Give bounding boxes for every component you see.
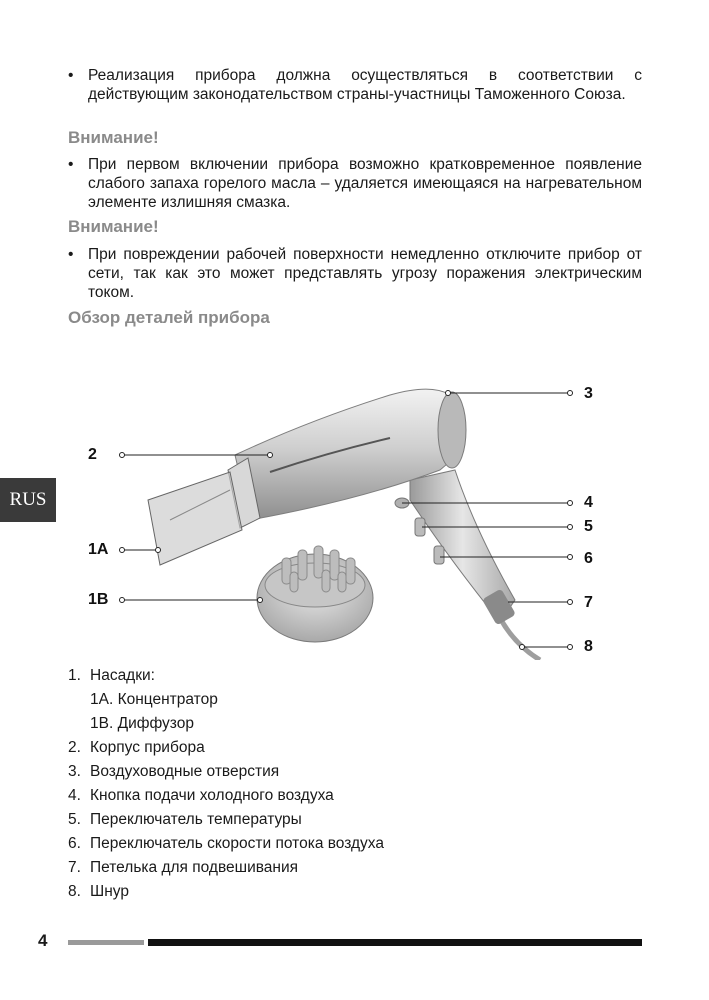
bullet-dot: • xyxy=(68,156,74,173)
bullet-warning-2 xyxy=(68,245,642,302)
parts-list xyxy=(68,664,384,904)
bullet-customs-text: Реализация прибора должна осуществляться в соответствии с действующим законодательством страны-участницы Таможенного Союза. xyxy=(88,67,642,103)
list-item: 5. Переключатель температуры xyxy=(68,811,302,828)
list-item: 7. Петелька для подвешивания xyxy=(68,859,299,876)
warning-heading-1: Внимание! xyxy=(68,128,159,147)
speed-switch xyxy=(434,546,444,564)
callout-5: 5 xyxy=(584,518,593,535)
callout-6: 6 xyxy=(584,550,593,567)
callout-1b: 1B xyxy=(88,591,109,608)
warning-heading-2: Внимание! xyxy=(68,217,159,236)
footer-bar-black xyxy=(148,939,642,946)
warning-1-text: При первом включении прибора возможно кратковременное появление слабого запаха горелого масла – удаляется имеющаяся на нагревательном элементе излишняя смазка. xyxy=(88,156,642,211)
callout-2: 2 xyxy=(88,446,97,463)
page-number: 4 xyxy=(38,931,48,950)
language-tab: RUS xyxy=(0,478,56,522)
callout-7: 7 xyxy=(584,594,593,611)
bullet-warning-1 xyxy=(68,155,642,212)
callout-3: 3 xyxy=(584,385,593,402)
air-vents xyxy=(438,392,466,468)
list-item: 2. Корпус прибора xyxy=(68,739,205,756)
callout-8: 8 xyxy=(584,638,593,655)
list-item: 3. Воздуховодные отверстия xyxy=(68,763,280,780)
bullet-dot: • xyxy=(68,67,74,84)
list-item: 4. Кнопка подачи холодного воздуха xyxy=(68,787,334,804)
list-item: 8. Шнур xyxy=(68,883,129,900)
warning-2-text: При повреждении рабочей поверхности немедленно отключите прибор от сети, так как это может представлять угрозу поражения электрическим током. xyxy=(88,246,642,301)
list-item: 1. Насадки: xyxy=(68,667,155,684)
list-subitem: 1B. Диффузор xyxy=(90,715,194,732)
list-item: 6. Переключатель скорости потока воздуха xyxy=(68,835,385,852)
hair-dryer-diagram xyxy=(60,360,600,660)
list-subitem: 1A. Концентратор xyxy=(90,691,218,708)
section-title: Обзор деталей прибора xyxy=(68,308,270,327)
concentrator-nozzle xyxy=(148,472,242,565)
bullet-dot: • xyxy=(68,246,74,263)
bullet-customs xyxy=(68,66,642,104)
callout-1a: 1A xyxy=(88,541,109,558)
cord xyxy=(500,618,540,660)
callout-4: 4 xyxy=(584,494,593,511)
footer-bar-grey xyxy=(68,940,144,945)
